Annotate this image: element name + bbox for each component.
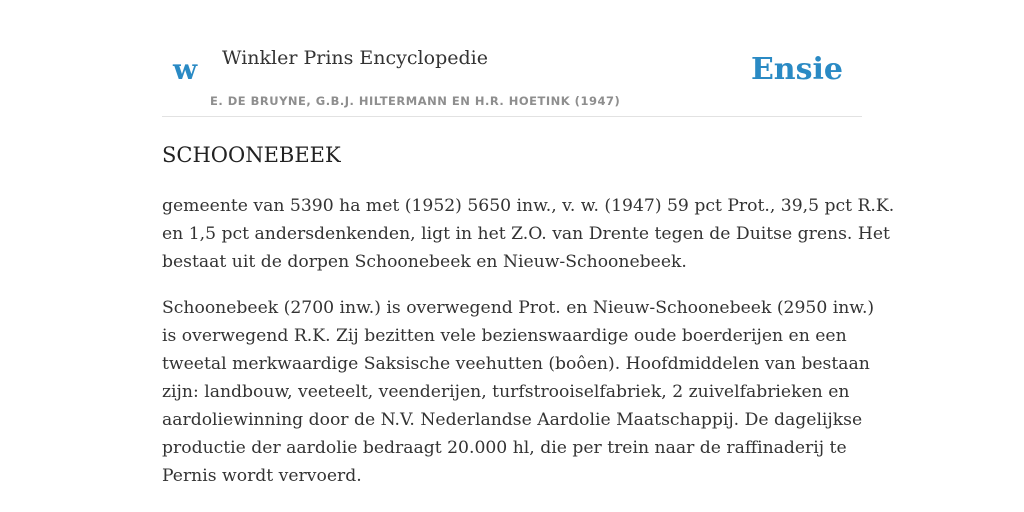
paragraph-line: productie der aardolie bedraagt 20.000 hl, die per trein naar de raffinaderij te	[162, 438, 847, 458]
site-header	[162, 0, 862, 117]
paragraph-line: Schoonebeek (2700 inw.) is overwegend Prot. en Nieuw-Schoonebeek (2950 inw.)	[162, 298, 875, 318]
brand-logo[interactable]: Ensie	[750, 52, 843, 87]
paragraph-line: tweetal merkwaardige Saksische veehutten (boôen). Hoofdmiddelen van bestaan	[162, 354, 870, 374]
paragraph-line: is overwegend R.K. Zij bezitten vele bezienswaardige oude boerderijen en een	[162, 326, 847, 346]
article-body	[162, 192, 895, 508]
paragraph-line: bestaat uit de dorpen Schoonebeek en Nieuw-Schoonebeek.	[162, 252, 687, 272]
paragraph-line: gemeente van 5390 ha met (1952) 5650 inw., v. w. (1947) 59 pct Prot., 39,5 pct R.K.	[162, 196, 895, 216]
site-name[interactable]: Winkler Prins Encyclopedie	[222, 47, 488, 69]
article-title: SCHOONEBEEK	[162, 143, 341, 167]
paragraph-line: aardoliewinning door de N.V. Nederlandse Aardolie Maatschappij. De dagelijkse	[162, 410, 863, 430]
authors-line: E. DE BRUYNE, G.B.J. HILTERMANN EN H.R. HOETINK (1947)	[210, 94, 621, 108]
paragraph-line: en 1,5 pct andersdenkenden, ligt in het Z.O. van Drente tegen de Duitse grens. Het	[162, 224, 890, 244]
paragraph-line: Pernis wordt vervoerd.	[162, 466, 362, 486]
paragraph-line: zijn: landbouw, veeteelt, veenderijen, turfstrooiselfabriek, 2 zuivelfabrieken en	[162, 382, 850, 402]
page	[162, 0, 895, 512]
site-logo[interactable]: w	[173, 53, 198, 86]
article-paragraph	[162, 192, 895, 276]
article-paragraph	[162, 294, 875, 490]
